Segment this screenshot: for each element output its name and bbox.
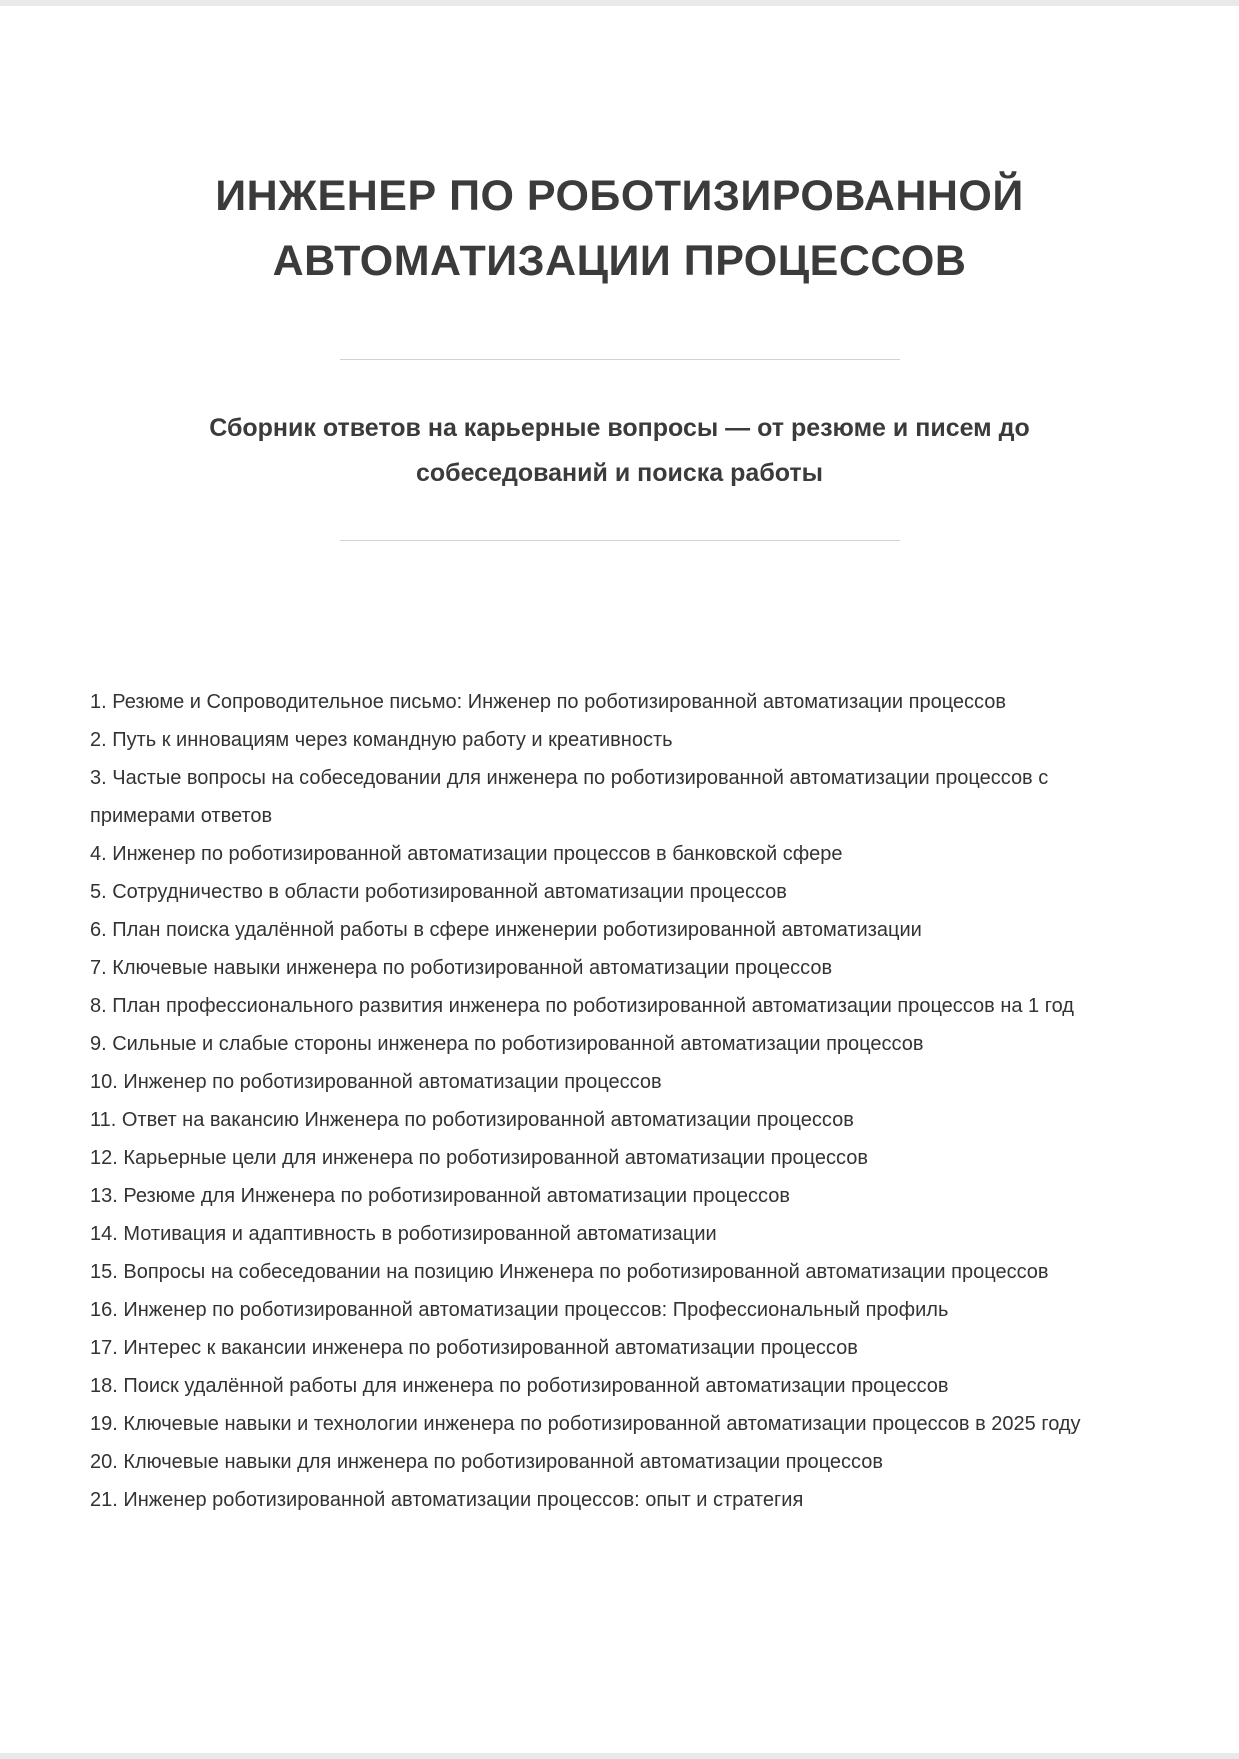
toc-item-20: 20. Ключевые навыки для инженера по роботизированной автоматизации процессов	[90, 1451, 883, 1473]
toc-item-2: 2. Путь к инновациям через командную работу и креативность	[90, 729, 673, 751]
toc-item-4: 4. Инженер по роботизированной автоматизации процессов в банковской сфере	[90, 843, 843, 865]
divider-bottom	[340, 540, 900, 541]
toc-item-1: 1. Резюме и Сопроводительное письмо: Инженер по роботизированной автоматизации процессов	[90, 691, 1007, 713]
toc-item-9: 9. Сильные и слабые стороны инженера по роботизированной автоматизации процессов	[90, 1033, 924, 1055]
toc-item-8: 8. План профессионального развития инженера по роботизированной автоматизации процессов на 1 год	[90, 995, 1074, 1017]
toc-item-7: 7. Ключевые навыки инженера по роботизированной автоматизации процессов	[90, 957, 833, 979]
toc-item-12: 12. Карьерные цели для инженера по роботизированной автоматизации процессов	[90, 1147, 868, 1169]
toc-item-19: 19. Ключевые навыки и технологии инженера по роботизированной автоматизации процессов в 2025 году	[90, 1413, 1081, 1435]
toc-item-14: 14. Мотивация и адаптивность в роботизированной автоматизации	[90, 1223, 717, 1245]
toc-item-5: 5. Сотрудничество в области роботизированной автоматизации процессов	[90, 881, 787, 903]
toc-item-6: 6. План поиска удалённой работы в сфере инженерии роботизированной автоматизации	[90, 919, 922, 941]
toc-item-15: 15. Вопросы на собеседовании на позицию Инженера по роботизированной автоматизации процессов	[90, 1261, 1049, 1283]
toc-item-21: 21. Инженер роботизированной автоматизации процессов: опыт и стратегия	[90, 1489, 804, 1511]
page-title: ИНЖЕНЕР ПО РОБОТИЗИРОВАННОЙ АВТОМАТИЗАЦИИ ПРОЦЕССОВ	[215, 172, 1024, 285]
divider-top	[340, 359, 900, 360]
page-subtitle: Сборник ответов на карьерные вопросы — от резюме и писем до собеседований и поиска работы	[209, 414, 1030, 487]
toc-item-17: 17. Интерес к вакансии инженера по роботизированной автоматизации процессов	[90, 1337, 858, 1359]
toc-item-13: 13. Резюме для Инженера по роботизированной автоматизации процессов	[90, 1185, 790, 1207]
document-page	[0, 6, 1239, 1753]
toc-item-3: 3. Частые вопросы на собеседовании для инженера по роботизированной автоматизации процессов с примерами ответов	[90, 767, 1049, 827]
toc-item-18: 18. Поиск удалённой работы для инженера по роботизированной автоматизации процессов	[90, 1375, 949, 1397]
table-of-contents	[0, 683, 1239, 1579]
toc-item-11: 11. Ответ на вакансию Инженера по роботизированной автоматизации процессов	[90, 1109, 854, 1131]
toc-item-10: 10. Инженер по роботизированной автоматизации процессов	[90, 1071, 662, 1093]
toc-item-16: 16. Инженер по роботизированной автоматизации процессов: Профессиональный профиль	[90, 1299, 949, 1321]
